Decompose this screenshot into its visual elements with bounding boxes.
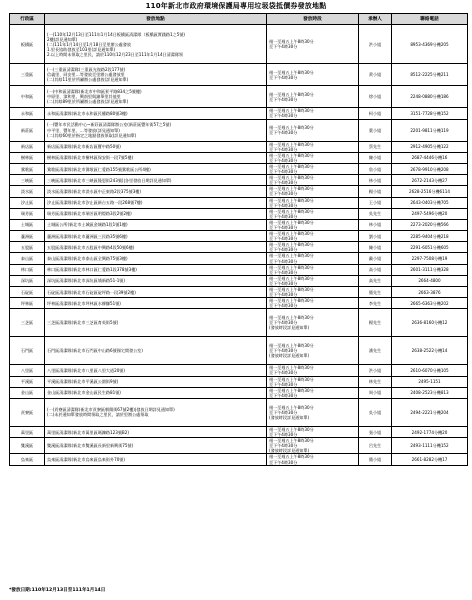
person-cell: 李先生: [359, 298, 392, 309]
location-cell: [45, 197, 267, 208]
location-cell: [45, 231, 267, 242]
district-cell: 鶯歌區: [10, 163, 45, 174]
phone-cell: 2601-3111分機328: [392, 264, 468, 275]
table-row: [10, 398, 468, 426]
location-line: (一)貢寮區清潔隊(新北市貢寮區朝陽街67號2樓)|發放日期詳見通知單): [47, 407, 175, 413]
document-title: 110年新北市政府環境保護局專用垃圾袋抵價券發放地點: [145, 2, 327, 10]
time-line: 至下午4時30分: [269, 157, 298, 163]
person-cell: 高先生: [359, 275, 392, 286]
header-person: 承辦人: [359, 14, 392, 25]
district-cell: 樹林區: [10, 152, 45, 163]
person-cell: 洪小姐: [359, 365, 392, 376]
time-line: 至下午4時30分: [269, 96, 298, 102]
time-line: 至下午4時30分: [269, 392, 298, 398]
table-row: [10, 186, 468, 197]
person-cell: 張小姐: [359, 426, 392, 437]
table-row: [10, 376, 468, 387]
person-cell: 蔡先生: [359, 141, 392, 152]
table-header-row: [10, 14, 468, 25]
time-line: 至下午4時30分: [269, 320, 298, 326]
time-line: 至下午4時30分: [269, 191, 298, 197]
district-cell: 淡水區: [10, 186, 45, 197]
table-row: [10, 163, 468, 174]
phone-cell: 2664-4800: [392, 275, 468, 286]
location-line: (二)其餘11里於所屬辦公處發放(詳見通知單): [47, 77, 129, 83]
time-line: 至下午4時30分: [269, 459, 298, 465]
location-line: 1.里長協助發放至103里(詳見通知單): [47, 46, 116, 52]
person-cell: 戴小姐: [359, 253, 392, 264]
distribution-table: [9, 13, 468, 466]
location-cell: [45, 426, 267, 437]
time-cell: [267, 152, 359, 163]
location-line: 三芝區清潔隊(新北市三芝區育英街5號): [47, 320, 119, 326]
time-cell: [267, 175, 359, 186]
table-row: [10, 242, 468, 253]
table-row: [10, 387, 468, 398]
person-cell: 林小姐: [359, 219, 392, 230]
time-cell: [267, 186, 359, 197]
location-cell: [45, 119, 267, 141]
person-cell: 劉小姐: [359, 231, 392, 242]
time-line: 至下午4時30分: [269, 247, 298, 253]
time-cell: [267, 309, 359, 337]
location-line: 萬里區清潔隊(新北市萬里區瑪鍊路123號B2): [47, 429, 129, 435]
time-line: (發放時段詳見通知單): [269, 415, 310, 420]
location-line: 樹林區清潔隊(新北市樹林區保安街一段7號5樓): [47, 155, 134, 161]
person-cell: 詹小姐: [359, 163, 392, 174]
time-cell: [267, 86, 359, 108]
phone-cell: 2687-4446分機16: [392, 152, 468, 163]
location-line: 信義里、同安里…等發放至里辦公處發放里: [47, 72, 125, 78]
phone-cell: 2497-5496分機20: [392, 208, 468, 219]
table-row: [10, 119, 468, 141]
time-line: 至下午4時30分: [269, 409, 298, 415]
location-line: 三峽區清潔隊(新北市三峽區隆恩街243號)|各里發放日期詳見通知單): [47, 177, 172, 183]
table-row: [10, 64, 468, 86]
location-cell: [45, 275, 267, 286]
phone-cell: 2678-9910分機208: [392, 163, 468, 174]
person-cell: 簡先生: [359, 287, 392, 298]
table-row: [10, 365, 468, 376]
time-line: (發放時段詳見通知單): [269, 448, 310, 454]
phone-cell: 2643-0403分機705: [392, 197, 468, 208]
location-cell: [45, 337, 267, 365]
time-line: 至下午4時30分: [269, 213, 298, 219]
district-cell: 萬里區: [10, 426, 45, 437]
table-row: [10, 108, 468, 119]
phone-cell: 3151-7728分機152: [392, 108, 468, 119]
location-line: 蘆洲區清潔隊(新北市蘆洲區三民路35號6樓): [47, 233, 128, 239]
time-line: 週一至週五上午8時30分: [269, 175, 314, 181]
time-line: 週一至週五上午8時30分: [269, 404, 314, 410]
location-line: 金山區清潔隊(新北市金山區民生路81號): [47, 390, 121, 396]
district-cell: 汐止區: [10, 197, 45, 208]
location-line: 瑞芳區清潔隊(新北市瑞芳區明燈路3段2號2樓): [47, 211, 132, 217]
location-line: (二)其餘89里於所屬辦公處發放(詳見通知單): [47, 99, 129, 105]
district-cell: 蘆洲區: [10, 231, 45, 242]
person-cell: 黃小姐: [359, 64, 392, 86]
phone-cell: 2291-6051分機605: [392, 242, 468, 253]
time-line: 週一至週五上午8時30分: [269, 39, 314, 45]
time-line: 至下午4時30分: [269, 44, 298, 50]
location-line: 坪林區清潔隊(新北市坪林區水柳腳51號): [47, 300, 121, 306]
phone-cell: 2248-0880分機186: [392, 86, 468, 108]
location-line: 林口區清潔隊(新北市林口區仁愛路1段378號3樓): [47, 267, 137, 273]
location-cell: [45, 365, 267, 376]
location-line: 石碇區清潔隊(新北市石碇區碇坪路一段39號2樓): [47, 289, 136, 295]
phone-cell: 2661-8282分機17: [392, 454, 468, 465]
time-cell: [267, 275, 359, 286]
phone-cell: 2628-2516分機6114: [392, 186, 468, 197]
time-line: 至下午4時30分: [269, 224, 298, 230]
district-cell: 貢寮區: [10, 398, 45, 426]
district-cell: 林口區: [10, 264, 45, 275]
location-cell: [45, 141, 267, 152]
location-cell: [45, 242, 267, 253]
location-cell: [45, 163, 267, 174]
table-row: [10, 438, 468, 454]
location-line: 雙溪區清潔隊(新北市雙溪區長新里新興街75號): [47, 443, 134, 449]
phone-cell: 2285-9404分機218: [392, 231, 468, 242]
phone-cell: 2494-2221分機204: [392, 398, 468, 426]
time-line: 週一至週五上午8時30分: [269, 365, 314, 371]
location-line: 鶯歌區清潔隊(新北市鶯歌區仁愛路155號鶯歌區公所4樓): [47, 166, 151, 172]
time-line: 至下午4時30分: [269, 258, 298, 264]
location-line: 中平里、豐年里、…等發放(詳見通知單): [47, 127, 120, 133]
time-line: 至下午4時30分: [269, 130, 298, 136]
phone-cell: 2201-9811分機119: [392, 119, 468, 141]
district-cell: 土城區: [10, 219, 45, 230]
time-line: 至下午4時30分: [269, 370, 298, 376]
district-cell: 永和區: [10, 108, 45, 119]
district-cell: 新莊區: [10, 119, 45, 141]
time-line: 至下午4時30分: [269, 146, 298, 152]
phone-cell: 2495-1151: [392, 376, 468, 387]
person-cell: 吳先生: [359, 208, 392, 219]
time-line: (發放時段詳見通知單): [269, 325, 310, 331]
phone-cell: 2672-2143分機27: [392, 175, 468, 186]
time-line: 週一至週五上午8時30分: [269, 108, 314, 114]
table-row: [10, 253, 468, 264]
phone-cell: 2408-2523分機813: [392, 387, 468, 398]
phone-cell: 8953-4369分機205: [392, 25, 468, 64]
time-cell: [267, 208, 359, 219]
location-line: 石門區清潔隊(新北市石門區中山路6號國宅開發公室): [47, 348, 143, 354]
time-cell: [267, 365, 359, 376]
table-row: [10, 175, 468, 186]
time-cell: [267, 376, 359, 387]
location-cell: [45, 186, 267, 197]
location-cell: [45, 152, 267, 163]
person-cell: 潘先生: [359, 337, 392, 365]
time-line: 至下午4時30分: [269, 113, 298, 119]
table-row: [10, 287, 468, 298]
location-line: 泰山區清潔隊(新北市泰山區全興路75號3樓): [47, 256, 128, 261]
time-line: 至下午4時30分: [269, 443, 298, 449]
time-cell: [267, 141, 359, 152]
location-cell: [45, 208, 267, 219]
person-cell: 柯小姐: [359, 108, 392, 119]
time-cell: [267, 197, 359, 208]
time-line: 週一至週五上午8時30分: [269, 426, 314, 432]
time-line: 週一至週五上午8時30分: [269, 69, 314, 75]
person-cell: 葉小姐: [359, 119, 392, 141]
time-line: 週一至週五上午8時30分: [269, 197, 314, 203]
time-cell: [267, 454, 359, 465]
location-line: 烏來區清潔隊(新北市烏來區烏來街外70號): [47, 456, 125, 462]
person-cell: 王小姐: [359, 197, 392, 208]
time-line: 週一至週五上午8時30分: [269, 275, 314, 281]
time-cell: [267, 242, 359, 253]
district-cell: 中和區: [10, 86, 45, 108]
location-line: 永和區清潔隊(新北市永和區民權路80號3樓): [47, 110, 128, 116]
time-cell: [267, 264, 359, 275]
phone-cell: 2610-6070分機105: [392, 365, 468, 376]
phone-cell: 2493-1111分機152: [392, 438, 468, 454]
phone-cell: 2492-1774分機20: [392, 426, 468, 437]
person-cell: 高小姐: [359, 264, 392, 275]
time-line: 週一至週五上午8時30分: [269, 242, 314, 248]
location-cell: [45, 219, 267, 230]
time-cell: [267, 253, 359, 264]
time-line: 至下午4時30分: [269, 74, 298, 80]
location-line: 2.以上時間未領取之里民，請於110年12月23日至111年1月14日清潔隊領: [47, 52, 184, 58]
time-cell: [267, 231, 359, 242]
time-cell: [267, 426, 359, 437]
time-line: 週一至週五上午8時30分: [269, 208, 314, 214]
person-cell: 簡小姐: [359, 454, 392, 465]
time-line: 週一至週五上午8時30分: [269, 163, 314, 169]
person-cell: 吳小姐: [359, 398, 392, 426]
phone-cell: 8512-2225分機211: [392, 64, 468, 86]
header-phone: 聯絡電話: [392, 14, 468, 25]
time-line: 至下午4時30分: [269, 269, 298, 275]
time-line: 週一至週五上午8時30分: [269, 253, 314, 259]
table-row: [10, 454, 468, 465]
phone-cell: 2665-6363分機202: [392, 298, 468, 309]
time-line: 週一至週五上午8時30分: [269, 343, 314, 349]
time-line: 週一至週五上午8時30分: [269, 438, 314, 444]
person-cell: 陳小姐: [359, 242, 392, 253]
district-cell: 三重區: [10, 64, 45, 86]
location-line: 五股區清潔隊(新北市五股區中興路4段50號6樓): [47, 244, 135, 250]
time-cell: [267, 387, 359, 398]
person-cell: 呂先生: [359, 438, 392, 454]
time-line: 週一至週五上午8時30分: [269, 124, 314, 130]
district-cell: 金山區: [10, 387, 45, 398]
table-row: [10, 298, 468, 309]
time-cell: [267, 119, 359, 141]
district-cell: 深坑區: [10, 275, 45, 286]
table-body: [10, 25, 468, 465]
table-row: [10, 208, 468, 219]
location-cell: [45, 398, 267, 426]
phone-cell: 2636-8160分機12: [392, 309, 468, 337]
location-line: (一)中和區清潔隊(新北市中和區景平路834之5號樓): [47, 89, 142, 95]
location-cell: [45, 264, 267, 275]
header-time: 發放時段: [267, 14, 359, 25]
location-cell: [45, 253, 267, 264]
district-cell: 平溪區: [10, 376, 45, 387]
table-row: [10, 25, 468, 64]
time-line: 週一至週五上午8時30分: [269, 231, 314, 237]
header-district: 行政區: [10, 14, 45, 25]
district-cell: 烏來區: [10, 454, 45, 465]
time-line: 至下午4時30分: [269, 169, 298, 175]
table-row: [10, 337, 468, 365]
time-line: 週一至週五上午8時30分: [269, 186, 314, 192]
time-cell: [267, 108, 359, 119]
person-cell: 楊先生: [359, 309, 392, 337]
table-row: [10, 264, 468, 275]
time-line: 週一至週五上午8時30分: [269, 152, 314, 158]
time-cell: [267, 163, 359, 174]
header-location: 發放地點: [45, 14, 267, 25]
location-cell: [45, 86, 267, 108]
time-cell: [267, 337, 359, 365]
phone-cell: 2638-2522分機14: [392, 337, 468, 365]
person-cell: 洪小姐: [359, 25, 392, 64]
person-cell: 楊小姐: [359, 186, 392, 197]
district-cell: 五股區: [10, 242, 45, 253]
time-line: 週一至週五上午8時30分: [269, 141, 314, 147]
time-cell: [267, 64, 359, 86]
time-line: 至下午4時30分: [269, 180, 298, 186]
table-row: [10, 309, 468, 337]
district-cell: 三峽區: [10, 175, 45, 186]
location-cell: [45, 438, 267, 454]
time-line: 至下午4時30分: [269, 381, 298, 387]
phone-cell: 2297-7508分機19: [392, 253, 468, 264]
district-cell: 新店區: [10, 141, 45, 152]
district-cell: 坪林區: [10, 298, 45, 309]
time-line: 週一至週五上午8時30分: [269, 287, 314, 293]
time-line: 週一至週五上午8時30分: [269, 387, 314, 393]
person-cell: 徐小姐: [359, 86, 392, 108]
location-line: 土城區公所(新北市土城區金城路1段1號1樓): [47, 222, 128, 228]
time-line: 至下午4時30分: [269, 292, 298, 298]
location-line: 汐止區清潔隊(新北市汐止區新台五路一段268號7樓): [47, 200, 143, 206]
time-cell: [267, 398, 359, 426]
location-line: (一)豐年市民活動中心~新莊區清潔隊辦公室(新莊區豐年街57之5號): [47, 122, 172, 128]
location-cell: [45, 376, 267, 387]
district-cell: 瑞芳區: [10, 208, 45, 219]
district-cell: 八里區: [10, 365, 45, 376]
location-cell: [45, 298, 267, 309]
time-line: 週一至週五上午8時30分: [269, 315, 314, 321]
table-row: [10, 86, 468, 108]
time-line: (發放時段詳見通知單): [269, 353, 310, 359]
location-cell: [45, 287, 267, 298]
time-line: 週一至週五上午8時30分: [269, 376, 314, 382]
location-line: (二)未於通知單發放時間領取之里民，請於里辦公處領取: [47, 412, 149, 418]
time-line: 至下午4時30分: [269, 303, 298, 309]
time-cell: [267, 298, 359, 309]
time-line: 週一至週五上午8時30分: [269, 91, 314, 97]
time-cell: [267, 25, 359, 64]
location-cell: [45, 387, 267, 398]
location-line: 新店區清潔隊(新北市新店區寶中路50號): [47, 144, 121, 150]
location-line: (二)其餘60里於指定之地點發放領取(詳見通知單): [47, 132, 137, 138]
table-row: [10, 141, 468, 152]
location-line: 中原里、漳和里、興南里與錦華里其他里: [47, 94, 121, 100]
district-cell: 石碇區: [10, 287, 45, 298]
location-cell: [45, 175, 267, 186]
time-line: 至下午4時30分: [269, 236, 298, 242]
table-row: [10, 197, 468, 208]
district-cell: 板橋區: [10, 25, 45, 64]
time-line: 週一至週五上午8時30分: [269, 454, 314, 460]
location-line: 平溪區清潔隊(新北市平溪區公園街9號): [47, 379, 119, 385]
district-cell: 雙溪區: [10, 438, 45, 454]
time-cell: [267, 219, 359, 230]
table-row: [10, 152, 468, 163]
location-line: 2樓(詳見通知單): [47, 36, 78, 42]
time-line: 至下午4時30分: [269, 432, 298, 438]
location-cell: [45, 25, 267, 64]
location-line: 八里區清潔隊(新北市八里區八里大道20號): [47, 367, 125, 373]
time-line: 至下午4時30分: [269, 280, 298, 286]
district-cell: 三芝區: [10, 309, 45, 337]
time-line: 週一至週五上午8時30分: [269, 298, 314, 304]
table-row: [10, 231, 468, 242]
location-cell: [45, 309, 267, 337]
location-line: (一)110年12月13日至111年1月14日板橋區清潔隊（板橋區實踐路1之5號): [47, 31, 186, 37]
table-row: [10, 426, 468, 437]
location-line: 淡水區清潔隊(新北市淡水區中正東路2段375號3樓): [47, 188, 141, 194]
time-line: 週一至週五上午8時30分: [269, 264, 314, 270]
location-cell: [45, 108, 267, 119]
person-cell: 周小姐: [359, 387, 392, 398]
phone-cell: 2663-3876: [392, 287, 468, 298]
time-cell: [267, 438, 359, 454]
person-cell: 林先生: [359, 376, 392, 387]
location-line: (一)三重區清潔隊(三重區光復路2段177號): [47, 67, 126, 73]
phone-cell: 2912-4905分機122: [392, 141, 468, 152]
phone-cell: 2273-2020分機566: [392, 219, 468, 230]
person-cell: 陳小姐: [359, 152, 392, 163]
time-cell: [267, 287, 359, 298]
location-cell: [45, 64, 267, 86]
person-cell: 林小姐: [359, 175, 392, 186]
footer-note: *發放日期:110年12月13日至111年1月14日: [9, 588, 106, 593]
table-row: [10, 219, 468, 230]
district-cell: 石門區: [10, 337, 45, 365]
location-line: 深坑區清潔隊(新北市深坑區埔新路51-1號): [47, 278, 125, 284]
district-cell: 泰山區: [10, 253, 45, 264]
location-cell: [45, 454, 267, 465]
time-line: 週一至週五上午8時30分: [269, 219, 314, 225]
location-line: (二)111年1月14日至1月18日至里辦公處發放: [47, 41, 131, 47]
time-line: 至下午4時30分: [269, 202, 298, 208]
time-line: 至下午4時30分: [269, 348, 298, 354]
table-row: [10, 275, 468, 286]
